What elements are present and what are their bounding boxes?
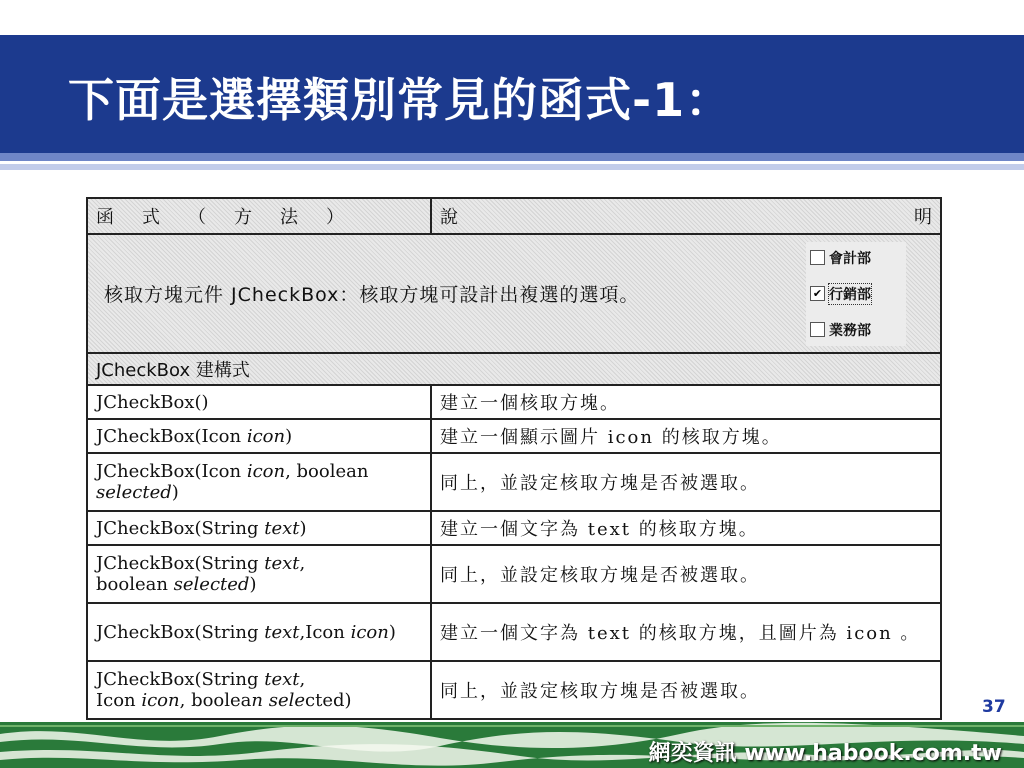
checkbox-accounting[interactable]: [810, 248, 902, 268]
section-cell: [87, 234, 941, 353]
constructor-subheader: JCheckBox 建構式: [87, 353, 941, 385]
checkbox-unchecked-icon[interactable]: [810, 322, 825, 337]
table-row: [87, 419, 941, 453]
methods-table: [86, 197, 942, 720]
checkbox-demo-panel: [806, 242, 906, 346]
checkbox-label: 會計部: [829, 250, 871, 267]
method-cell: JCheckBox(String text, Icon icon, boolean selected): [87, 661, 431, 719]
checkbox-unchecked-icon[interactable]: [810, 250, 825, 265]
desc-cell: 建立一個文字為 text 的核取方塊，且圖片為 icon 。: [431, 603, 941, 661]
method-cell: JCheckBox(String text, boolean selected): [87, 545, 431, 603]
table-row: [87, 603, 941, 661]
header-desc-right: 明: [914, 207, 932, 228]
table-row: [87, 453, 941, 511]
desc-cell: 建立一個核取方塊。: [431, 385, 941, 419]
header-method: 函式（方法）: [87, 198, 431, 234]
method-cell: JCheckBox(String text,Icon icon): [87, 603, 431, 661]
table-row: [87, 385, 941, 419]
title-stripe-light: [0, 164, 1024, 170]
checkbox-label: 行銷部: [829, 284, 871, 304]
brand-footer-text: 網奕資訊 www.habook.com.tw: [648, 741, 1002, 766]
table-row: [87, 661, 941, 719]
method-cell: JCheckBox(String text): [87, 511, 431, 545]
table-row: [87, 545, 941, 603]
section-text: 核取方塊可設計出複選的選項。: [359, 284, 640, 306]
header-desc-left: 說: [440, 207, 458, 228]
desc-cell: 同上，並設定核取方塊是否被選取。: [431, 661, 941, 719]
desc-cell: 建立一個文字為 text 的核取方塊。: [431, 511, 941, 545]
section-lead: 核取方塊元件 JCheckBox：: [104, 284, 360, 306]
header-desc: [431, 198, 941, 234]
constructor-subheader-row: [87, 353, 941, 385]
checkbox-checked-icon[interactable]: ✔: [810, 286, 825, 301]
checkbox-marketing[interactable]: [810, 284, 902, 304]
checkbox-label: 業務部: [829, 322, 871, 339]
title-stripe-dark: [0, 153, 1024, 161]
table-row: [87, 511, 941, 545]
page-number: 37: [982, 697, 1006, 717]
desc-cell: 同上，並設定核取方塊是否被選取。: [431, 453, 941, 511]
slide-title: 下面是選擇類別常見的函式-1：: [68, 73, 733, 127]
method-cell: JCheckBox(): [87, 385, 431, 419]
section-row: [87, 234, 941, 353]
desc-cell: 建立一個顯示圖片 icon 的核取方塊。: [431, 419, 941, 453]
checkbox-sales[interactable]: [810, 320, 902, 340]
method-cell: JCheckBox(Icon icon): [87, 419, 431, 453]
desc-cell: 同上，並設定核取方塊是否被選取。: [431, 545, 941, 603]
section-description: [104, 280, 639, 307]
table-header-row: [87, 198, 941, 234]
method-cell: JCheckBox(Icon icon, boolean selected): [87, 453, 431, 511]
top-margin: [0, 0, 1024, 35]
